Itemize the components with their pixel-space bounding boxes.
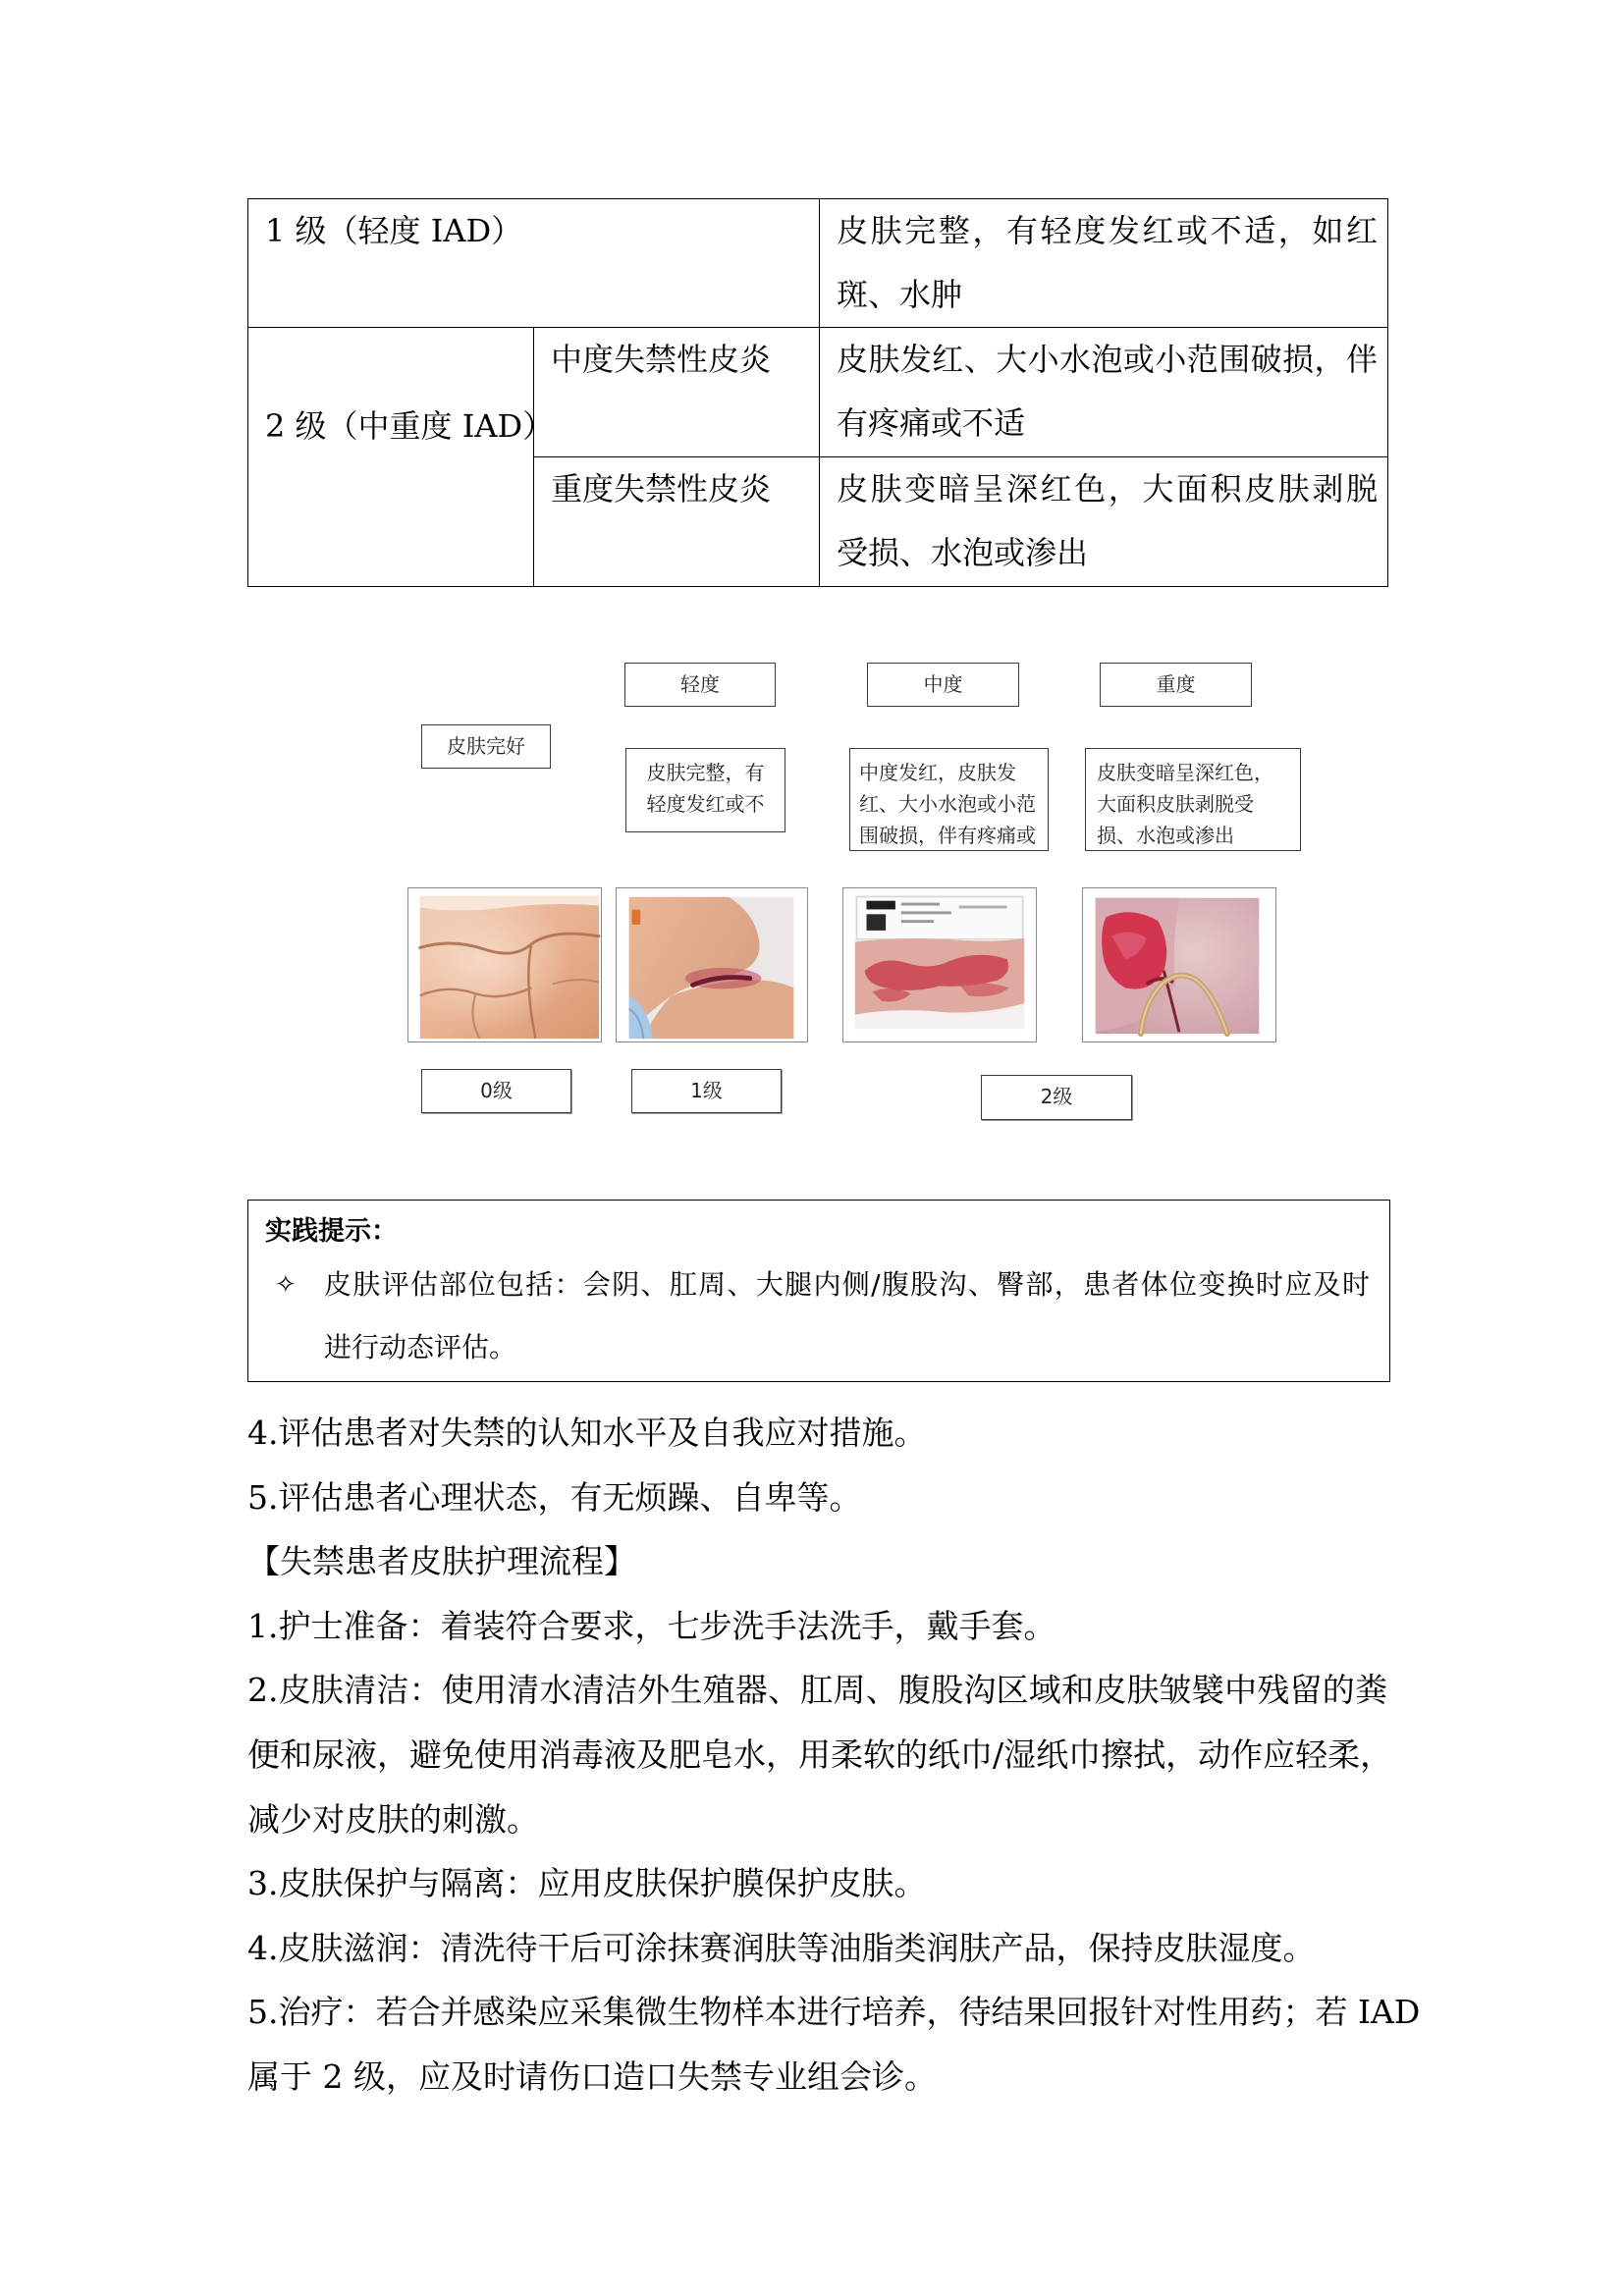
table-row-grade2-moderate [248, 328, 1388, 457]
cell-line: 有疼痛或不适 [837, 404, 1026, 442]
description-line: 轻度发红或不 [646, 792, 765, 816]
paragraph-line: 减少对皮肤的刺激。 [247, 1799, 539, 1839]
paragraph-assess-cognition [247, 1401, 1387, 1466]
paragraph-line: 4.评估患者对失禁的认知水平及自我应对措施。 [247, 1414, 927, 1452]
paragraph-assess-psychology [247, 1466, 1387, 1530]
cell-line: 皮肤发红、大小水泡或小范围破损，伴 [837, 341, 1378, 378]
paragraph-line: 【失禁患者皮肤护理流程】 [247, 1542, 636, 1581]
photo-grade1-graphic [617, 888, 807, 1041]
grade1-description-cell [820, 199, 1388, 328]
description-line: 中度发红，皮肤发 [859, 761, 1016, 784]
description-box-moderate [849, 748, 1049, 851]
body-text [247, 1401, 1421, 2109]
cell-line: 皮肤完整，有轻度发红或不适，如红 [837, 212, 1378, 249]
paragraph-line: 5.评估患者心理状态，有无烦躁、自卑等。 [247, 1477, 862, 1517]
description-line: 大面积皮肤剥脱受 [1097, 792, 1254, 816]
description-line: 皮肤变暗呈深红色， [1097, 761, 1273, 784]
paragraph-skin-cleaning [247, 1658, 1393, 1851]
description-line: 损、水泡或渗出 [1097, 824, 1234, 847]
paragraph-line: 便和尿液，避免使用消毒液及肥皂水，用柔软的纸巾/湿纸巾擦拭，动作应轻柔， [247, 1735, 1393, 1774]
severity-header-mild: 轻度 [624, 663, 776, 707]
grade1-label-cell [248, 199, 820, 328]
moderate-description-cell [820, 328, 1388, 457]
paragraph-line: 3.皮肤保护与隔离：应用皮肤保护膜保护皮肤。 [247, 1864, 927, 1903]
grade2-label: 2 级（中重度 IAD） [265, 407, 555, 445]
severe-description-cell [820, 457, 1388, 587]
paragraph-skin-moisturizing [247, 1916, 1387, 1981]
paragraph-nurse-preparation [247, 1594, 1387, 1659]
iad-grading-table [247, 198, 1388, 587]
photo-grade2-severe-graphic [1083, 888, 1275, 1041]
photo-grade2-severe-dermatitis [1082, 887, 1276, 1042]
paragraph-line: 5.治疗：若合并感染应采集微生物样本进行培养，待结果回报针对性用药；若 IAD [247, 1993, 1421, 2032]
grade-label-2: 2级 [981, 1075, 1132, 1120]
moderate-label-cell [534, 328, 820, 457]
photo-grade2-moderate-graphic [843, 888, 1036, 1041]
practice-tips-text [324, 1254, 1370, 1379]
grade-label-0: 0级 [421, 1069, 571, 1113]
description-line: 红、大小水泡或小范 [859, 792, 1036, 816]
grade-label-1: 1级 [631, 1069, 782, 1113]
grade2-label-cell [248, 328, 555, 587]
photo-grade0-graphic [408, 888, 601, 1041]
cell-line: 受损、水泡或渗出 [837, 534, 1089, 571]
photo-grade1-mild-redness [616, 887, 808, 1042]
description-box-mild [625, 748, 785, 832]
description-box-severe [1085, 748, 1301, 851]
paragraph-line: 1.护士准备：着装符合要求，七步洗手法洗手，戴手套。 [247, 1606, 1056, 1645]
severity-header-moderate: 中度 [867, 663, 1019, 707]
severity-header-severe: 重度 [1100, 663, 1252, 707]
photo-grade2-moderate-dermatitis [842, 887, 1037, 1042]
tips-line: 皮肤评估部位包括：会阴、肛周、大腿内侧/腹股沟、臀部，患者体位变换时应及时 [324, 1268, 1370, 1301]
moderate-label: 中度失禁性皮炎 [551, 341, 772, 378]
practice-tips-box [247, 1200, 1390, 1382]
paragraph-line: 2.皮肤清洁：使用清水清洁外生殖器、肛周、腹股沟区域和皮肤皱襞中残留的粪 [247, 1671, 1387, 1710]
paragraph-treatment [247, 1980, 1421, 2109]
cell-line: 皮肤变暗呈深红色，大面积皮肤剥脱 [837, 470, 1378, 507]
description-line: 围破损，伴有疼痛或 [859, 824, 1036, 847]
paragraph-line: 属于 2 级，应及时请伤口造口失禁专业组会诊。 [247, 2056, 937, 2096]
paragraph-skin-protection [247, 1851, 1387, 1916]
cell-line: 斑、水肿 [837, 276, 963, 313]
paragraph-line: 4.皮肤滋润：清洗待干后可涂抹赛润肤等油脂类润肤产品，保持皮肤湿度。 [247, 1928, 1316, 1967]
table-row-grade1 [248, 199, 1388, 328]
photo-grade0-intact-skin [407, 887, 602, 1042]
severe-label-cell [534, 457, 820, 587]
practice-tips-title: 实践提示： [265, 1216, 398, 1247]
severe-label: 重度失禁性皮炎 [551, 470, 772, 507]
section-heading-care-process [247, 1529, 1387, 1594]
description-line: 皮肤完整，有 [646, 761, 765, 784]
four-point-star-icon: ✧ [275, 1270, 297, 1300]
grade1-label: 1 级（轻度 IAD） [265, 212, 523, 249]
tips-line: 进行动态评估。 [324, 1331, 517, 1363]
intact-skin-label: 皮肤完好 [421, 724, 551, 769]
